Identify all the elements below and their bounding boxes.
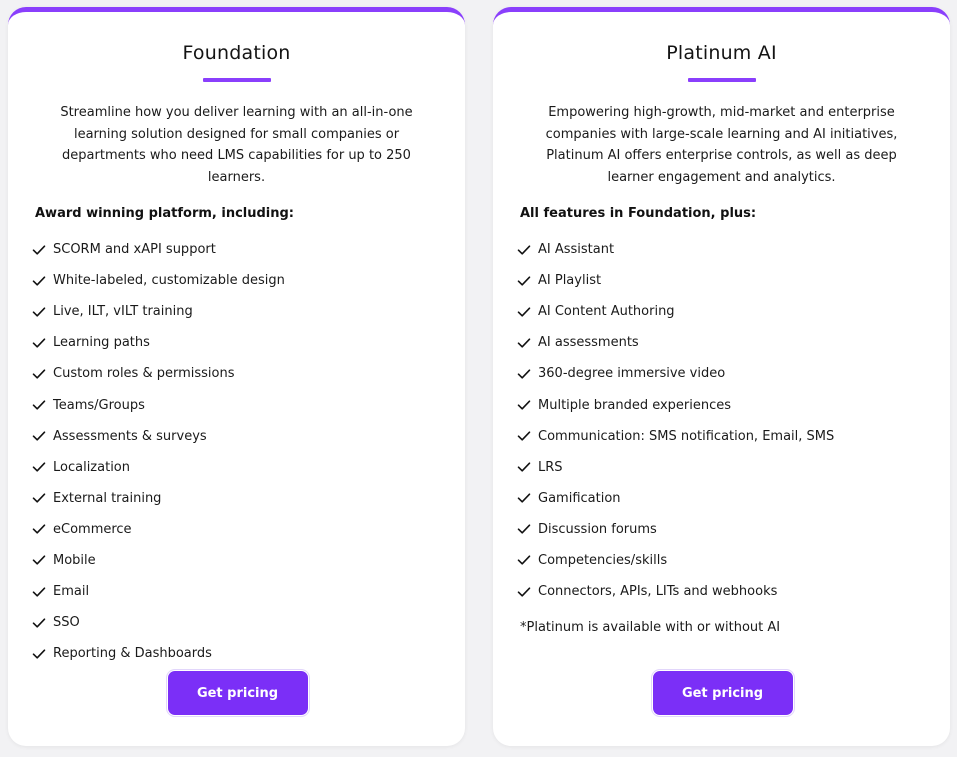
feature-label: Discussion forums xyxy=(538,521,657,537)
feature-item xyxy=(517,265,834,296)
features-heading: Award winning platform, including: xyxy=(35,206,295,221)
title-underline xyxy=(688,78,756,82)
feature-item xyxy=(32,483,285,514)
checkmark-icon xyxy=(32,336,46,350)
feature-item xyxy=(32,296,285,327)
checkmark-icon xyxy=(32,243,46,257)
checkmark-icon xyxy=(32,585,46,599)
feature-label: Gamification xyxy=(538,490,621,506)
feature-item xyxy=(32,638,285,669)
feature-label: Email xyxy=(53,584,90,600)
feature-item xyxy=(517,358,834,389)
feature-label: LRS xyxy=(538,459,563,475)
feature-label: 360-degree immersive video xyxy=(538,366,726,382)
checkmark-icon xyxy=(517,274,531,288)
feature-item xyxy=(517,576,834,607)
feature-item xyxy=(32,234,285,265)
title-underline xyxy=(203,78,271,82)
checkmark-icon xyxy=(32,616,46,630)
checkmark-icon xyxy=(32,647,46,661)
feature-label: White-labeled, customizable design xyxy=(53,273,285,289)
checkmark-icon xyxy=(32,305,46,319)
checkmark-icon xyxy=(32,398,46,412)
feature-label: Custom roles & permissions xyxy=(53,366,235,382)
feature-label: Reporting & Dashboards xyxy=(53,646,212,662)
feature-label: Localization xyxy=(53,459,130,475)
feature-label: Multiple branded experiences xyxy=(538,397,732,413)
checkmark-icon xyxy=(517,553,531,567)
feature-item xyxy=(32,421,285,452)
checkmark-icon xyxy=(517,398,531,412)
checkmark-icon xyxy=(32,274,46,288)
checkmark-icon xyxy=(517,585,531,599)
plan-footnote: *Platinum is available with or without AI xyxy=(520,620,781,635)
feature-item xyxy=(517,234,834,265)
feature-label: Communication: SMS notification, Email, SMS xyxy=(538,428,835,444)
get-pricing-button[interactable]: Get pricing xyxy=(167,670,309,716)
feature-item xyxy=(517,514,834,545)
feature-list xyxy=(32,234,285,669)
plan-title: Platinum AI xyxy=(666,42,777,64)
feature-label: Teams/Groups xyxy=(53,397,145,413)
feature-label: External training xyxy=(53,490,162,506)
feature-item xyxy=(32,327,285,358)
feature-list xyxy=(517,234,834,607)
checkmark-icon xyxy=(517,429,531,443)
feature-label: eCommerce xyxy=(53,521,132,537)
feature-label: Learning paths xyxy=(53,335,150,351)
checkmark-icon xyxy=(32,491,46,505)
feature-label: SSO xyxy=(53,615,80,631)
feature-item xyxy=(517,296,834,327)
get-pricing-button[interactable]: Get pricing xyxy=(652,670,794,716)
plan-description: Empowering high-growth, mid-market and enterprise companies with large-scale learning and AI initiatives, Platinum AI offers enterprise controls, as well as deep learner engagement and analytics. xyxy=(545,105,898,185)
plan-card-foundation xyxy=(8,7,465,746)
feature-item xyxy=(517,389,834,420)
plan-card-platinum-ai xyxy=(493,7,950,746)
checkmark-icon xyxy=(517,522,531,536)
checkmark-icon xyxy=(517,305,531,319)
feature-label: Assessments & surveys xyxy=(53,428,207,444)
feature-item xyxy=(32,576,285,607)
feature-label: AI Assistant xyxy=(538,242,615,258)
feature-label: Live, ILT, vILT training xyxy=(53,304,193,320)
feature-item xyxy=(517,421,834,452)
feature-label: SCORM and xAPI support xyxy=(53,242,216,258)
plan-description: Streamline how you deliver learning with an all-in-one learning solution designed for small companies or departments who need LMS capabilities for up to 250 learners. xyxy=(60,105,413,185)
checkmark-icon xyxy=(517,460,531,474)
checkmark-icon xyxy=(517,243,531,257)
feature-label: Mobile xyxy=(53,552,96,568)
checkmark-icon xyxy=(32,460,46,474)
checkmark-icon xyxy=(517,336,531,350)
feature-item xyxy=(517,452,834,483)
feature-item xyxy=(32,389,285,420)
feature-item xyxy=(517,327,834,358)
plan-title: Foundation xyxy=(182,42,291,64)
checkmark-icon xyxy=(517,491,531,505)
feature-item xyxy=(32,265,285,296)
feature-item xyxy=(32,452,285,483)
checkmark-icon xyxy=(32,522,46,536)
feature-item xyxy=(517,483,834,514)
features-heading: All features in Foundation, plus: xyxy=(520,206,757,221)
feature-label: AI Content Authoring xyxy=(538,304,675,320)
checkmark-icon xyxy=(32,553,46,567)
checkmark-icon xyxy=(32,367,46,381)
feature-label: AI Playlist xyxy=(538,273,602,289)
feature-label: AI assessments xyxy=(538,335,639,351)
feature-item xyxy=(32,545,285,576)
checkmark-icon xyxy=(517,367,531,381)
feature-item xyxy=(32,358,285,389)
feature-label: Competencies/skills xyxy=(538,552,668,568)
feature-item xyxy=(32,607,285,638)
checkmark-icon xyxy=(32,429,46,443)
feature-item xyxy=(32,514,285,545)
feature-item xyxy=(517,545,834,576)
feature-label: Connectors, APIs, LITs and webhooks xyxy=(538,584,778,600)
